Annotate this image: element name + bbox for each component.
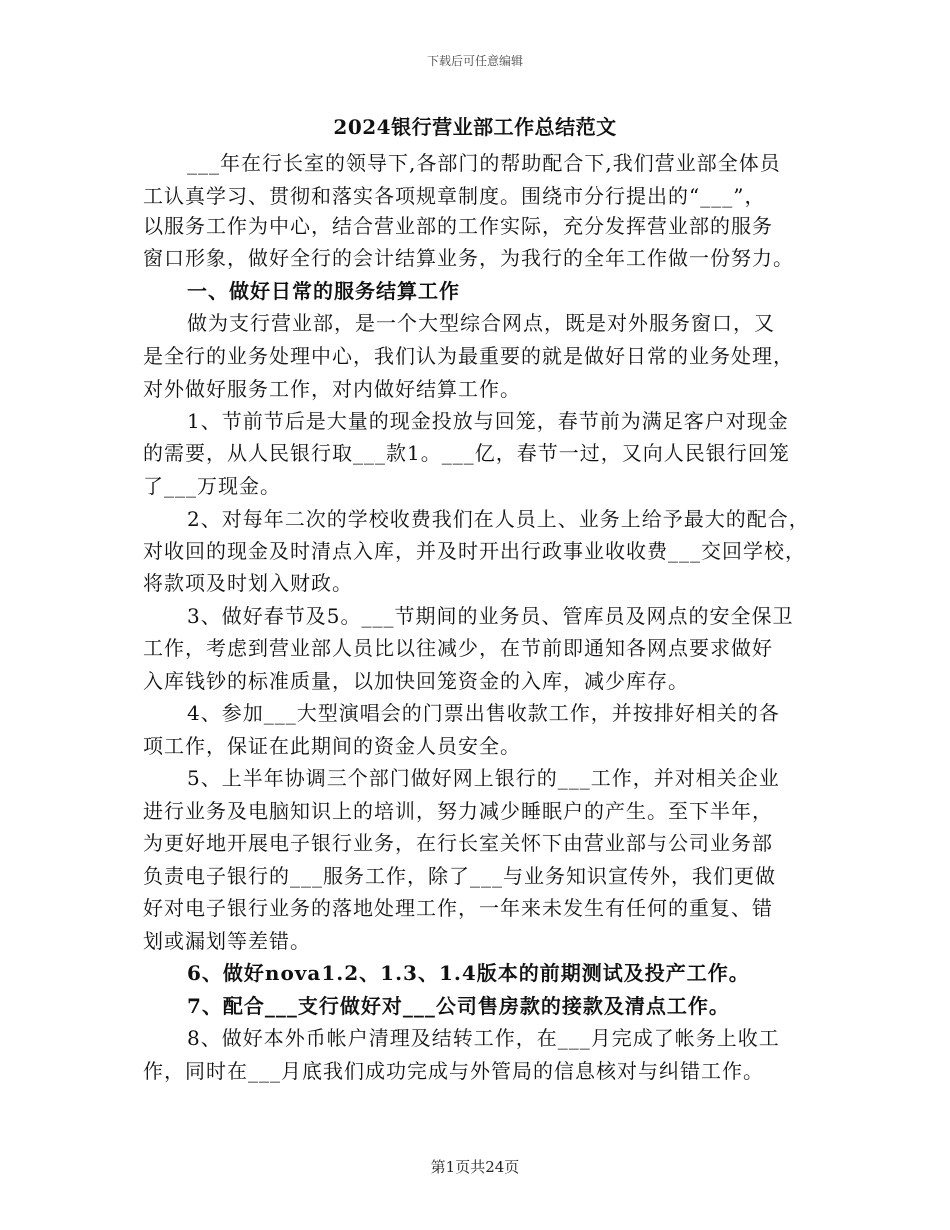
body-line: 4、参加___大型演唱会的门票出售收款工作，并按排好相关的各 (187, 701, 780, 725)
body-line: 2、对每年二次的学校收费我们在人员上、业务上给予最大的配合， (187, 507, 810, 531)
section-heading: 一、做好日常的服务结算工作 (187, 279, 460, 303)
item-heading: 7、配合___支行做好对___公司售房款的接款及清点工作。 (187, 994, 730, 1018)
page-header: 下载后可任意编辑 (426, 54, 523, 68)
body-line: 做为支行营业部，是一个大型综合网点，既是对外服务窗口，又 (187, 311, 775, 335)
body-line: 窗口形象，做好全行的会计结算业务，为我行的全年工作做一份努力。 (143, 246, 794, 270)
body-line: 作，同时在___月底我们成功完成与外管局的信息核对与纠错工作。 (143, 1059, 764, 1083)
body-line: 了___万现金。 (143, 474, 281, 498)
page-footer: 第1页共24页 (430, 1158, 520, 1176)
body-line: 划或漏划等差错。 (143, 929, 311, 953)
document-title: 2024银行营业部工作总结范文 (333, 115, 617, 139)
body-line: 对外做好服务工作，对内做好结算工作。 (143, 377, 521, 401)
body-line: 5、上半年协调三个部门做好网上银行的___工作，并对相关企业 (187, 766, 780, 790)
body-line: 1、节前节后是大量的现金投放与回笼，春节前为满足客户对现金 (187, 409, 789, 433)
body-line: 好对电子银行业务的落地处理工作，一年来未发生有任何的重复、错 (143, 896, 773, 920)
body-line: 工认真学习、贯彻和落实各项规章制度。围绕市分行提出的“___”， (143, 184, 766, 208)
body-line: 以服务工作为中心，结合营业部的工作实际，充分发挥营业部的服务 (143, 214, 773, 238)
body-line: 进行业务及电脑知识上的培训，努力减少睡眠户的产生。至下半年， (143, 799, 773, 823)
item-heading: 6、做好nova1.2、1.3、1.4版本的前期测试及投产工作。 (187, 961, 750, 985)
body-line: 负责电子银行的___服务工作，除了___与业务知识宣传外，我们更做 (143, 864, 776, 888)
body-line: 是全行的业务处理中心，我们认为最重要的就是做好日常的业务处理， (143, 344, 794, 368)
body-line: 将款项及时划入财政。 (143, 571, 353, 595)
body-line: 工作，考虑到营业部人员比以往减少，在节前即通知各网点要求做好 (143, 636, 773, 660)
body-line: 3、做好春节及5。___节期间的业务员、管库员及网点的安全保卫 (187, 604, 794, 628)
body-line: 8、做好本外币帐户清理及结转工作，在___月完成了帐务上收工 (187, 1026, 780, 1050)
body-line: 入库钱钞的标准质量，以加快回笼资金的入库，减少库存。 (143, 669, 689, 693)
body-line: 的需要，从人民银行取___款1。___亿，春节一过，又向人民银行回笼 (143, 441, 790, 465)
body-line: 为更好地开展电子银行业务，在行长室关怀下由营业部与公司业务部 (143, 831, 773, 855)
body-line: 项工作，保证在此期间的资金人员安全。 (143, 734, 521, 758)
body-line: ___年在行长室的领导下,各部门的帮助配合下,我们营业部全体员 (187, 151, 781, 175)
body-line: 对收回的现金及时清点入库，并及时开出行政事业收收费___交回学校， (143, 539, 806, 563)
